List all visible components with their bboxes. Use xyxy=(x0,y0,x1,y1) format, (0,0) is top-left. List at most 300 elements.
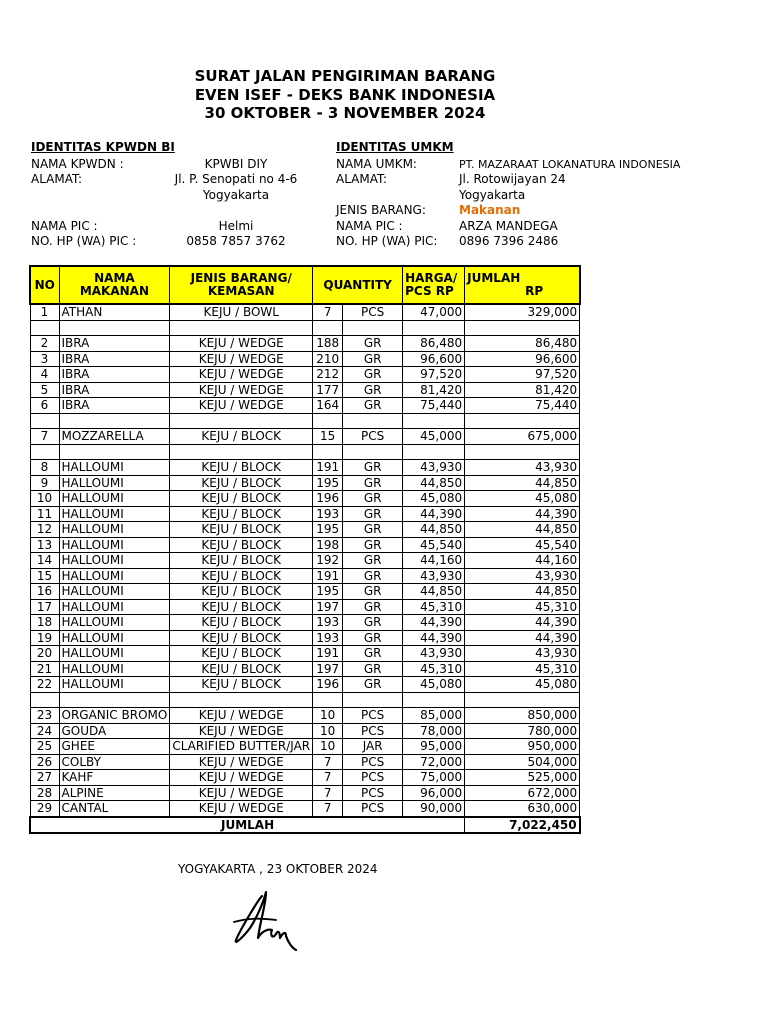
cell-no: 8 xyxy=(30,460,59,476)
cell-unit: PCS xyxy=(343,801,403,817)
blank-cell xyxy=(30,413,59,429)
cell-jumlah: 525,000 xyxy=(465,770,580,786)
blank-cell xyxy=(30,692,59,708)
cell-qty: 198 xyxy=(313,537,343,553)
blank-cell xyxy=(313,444,343,460)
cell-harga: 75,440 xyxy=(403,398,465,414)
umkm-jenis-value: Makanan xyxy=(459,203,521,217)
kpwdn-pic-label: NAMA PIC : xyxy=(31,219,98,233)
kpwdn-nama-label: NAMA KPWDN : xyxy=(31,157,124,171)
cell-unit: GR xyxy=(343,382,403,398)
cell-nama: ATHAN xyxy=(59,304,170,320)
cell-qty: 193 xyxy=(313,630,343,646)
cell-no: 11 xyxy=(30,506,59,522)
table-row xyxy=(30,646,580,662)
blank-cell xyxy=(403,320,465,336)
cell-harga: 78,000 xyxy=(403,723,465,739)
cell-no: 25 xyxy=(30,739,59,755)
table-row xyxy=(30,785,580,801)
cell-jumlah: 850,000 xyxy=(465,708,580,724)
cell-unit: GR xyxy=(343,537,403,553)
cell-qty: 7 xyxy=(313,770,343,786)
cell-jumlah: 45,310 xyxy=(465,599,580,615)
blank-cell xyxy=(170,692,313,708)
cell-qty: 197 xyxy=(313,599,343,615)
kpwdn-alamat-line1: Jl. P. Senopati no 4-6 xyxy=(174,172,298,186)
cell-no: 29 xyxy=(30,801,59,817)
cell-nama: HALLOUMI xyxy=(59,599,170,615)
table-row xyxy=(30,677,580,693)
cell-qty: 192 xyxy=(313,553,343,569)
cell-harga: 44,850 xyxy=(403,584,465,600)
blank-cell xyxy=(465,444,580,460)
cell-nama: GOUDA xyxy=(59,723,170,739)
cell-jenis: KEJU / BLOCK xyxy=(170,553,313,569)
umkm-alamat-line2: Yogyakarta xyxy=(459,188,526,202)
kpwdn-header: IDENTITAS KPWDN BI xyxy=(31,140,175,154)
table-row xyxy=(30,351,580,367)
cell-unit: PCS xyxy=(343,304,403,320)
table-row xyxy=(30,708,580,724)
umkm-jenis-label: JENIS BARANG: xyxy=(336,203,426,217)
cell-harga: 45,310 xyxy=(403,599,465,615)
cell-nama: HALLOUMI xyxy=(59,506,170,522)
table-row xyxy=(30,491,580,507)
cell-harga: 44,390 xyxy=(403,506,465,522)
cell-jumlah: 43,930 xyxy=(465,646,580,662)
cell-unit: PCS xyxy=(343,708,403,724)
table-row xyxy=(30,382,580,398)
table-row xyxy=(30,522,580,538)
cell-unit: GR xyxy=(343,475,403,491)
cell-jumlah: 329,000 xyxy=(465,304,580,320)
table-row xyxy=(30,537,580,553)
cell-jenis: KEJU / BLOCK xyxy=(170,661,313,677)
cell-qty: 191 xyxy=(313,568,343,584)
umkm-hp-value: 0896 7396 2486 xyxy=(459,234,559,248)
blank-cell xyxy=(59,692,170,708)
cell-no: 3 xyxy=(30,351,59,367)
cell-jumlah: 97,520 xyxy=(465,367,580,383)
cell-qty: 210 xyxy=(313,351,343,367)
cell-harga: 44,160 xyxy=(403,553,465,569)
cell-no: 10 xyxy=(30,491,59,507)
place-date: YOGYAKARTA , 23 OKTOBER 2024 xyxy=(178,862,378,876)
cell-jenis: KEJU / BLOCK xyxy=(170,630,313,646)
cell-harga: 96,000 xyxy=(403,785,465,801)
cell-unit: GR xyxy=(343,367,403,383)
cell-no: 22 xyxy=(30,677,59,693)
blank-cell xyxy=(343,692,403,708)
table-row xyxy=(30,398,580,414)
cell-no: 21 xyxy=(30,661,59,677)
cell-jenis: KEJU / WEDGE xyxy=(170,351,313,367)
blank-cell xyxy=(403,444,465,460)
cell-harga: 45,080 xyxy=(403,491,465,507)
cell-no: 24 xyxy=(30,723,59,739)
cell-unit: GR xyxy=(343,568,403,584)
cell-nama: ALPINE xyxy=(59,785,170,801)
cell-nama: HALLOUMI xyxy=(59,646,170,662)
blank-cell xyxy=(403,692,465,708)
cell-jumlah: 44,390 xyxy=(465,615,580,631)
blank-cell xyxy=(343,413,403,429)
cell-harga: 45,000 xyxy=(403,429,465,445)
cell-jumlah: 75,440 xyxy=(465,398,580,414)
umkm-alamat-label: ALAMAT: xyxy=(336,172,388,186)
cell-jumlah: 44,850 xyxy=(465,584,580,600)
cell-jumlah: 86,480 xyxy=(465,336,580,352)
table-header-row xyxy=(30,266,580,304)
cell-jenis: KEJU / BLOCK xyxy=(170,522,313,538)
cell-jumlah: 43,930 xyxy=(465,568,580,584)
cell-jumlah: 45,310 xyxy=(465,661,580,677)
blank-cell xyxy=(30,444,59,460)
header-harga: HARGA/ PCS RP xyxy=(403,266,465,304)
cell-no: 18 xyxy=(30,615,59,631)
cell-harga: 44,390 xyxy=(403,630,465,646)
cell-unit: PCS xyxy=(343,754,403,770)
cell-qty: 195 xyxy=(313,584,343,600)
table-row xyxy=(30,615,580,631)
table-row xyxy=(30,801,580,817)
blank-cell xyxy=(30,320,59,336)
cell-jenis: KEJU / BLOCK xyxy=(170,615,313,631)
cell-jenis: KEJU / BLOCK xyxy=(170,506,313,522)
cell-jenis: KEJU / WEDGE xyxy=(170,708,313,724)
cell-qty: 188 xyxy=(313,336,343,352)
cell-qty: 195 xyxy=(313,522,343,538)
cell-jenis: CLARIFIED BUTTER/JAR xyxy=(170,739,313,755)
blank-cell xyxy=(313,692,343,708)
blank-cell xyxy=(465,320,580,336)
table-row xyxy=(30,553,580,569)
cell-unit: PCS xyxy=(343,429,403,445)
cell-jenis: KEJU / WEDGE xyxy=(170,723,313,739)
cell-nama: HALLOUMI xyxy=(59,630,170,646)
cell-nama: ORGANIC BROMO xyxy=(59,708,170,724)
cell-nama: HALLOUMI xyxy=(59,491,170,507)
kpwdn-hp-label: NO. HP (WA) PIC : xyxy=(31,234,137,248)
cell-jumlah: 45,540 xyxy=(465,537,580,553)
cell-jenis: KEJU / WEDGE xyxy=(170,382,313,398)
cell-no: 2 xyxy=(30,336,59,352)
cell-qty: 197 xyxy=(313,661,343,677)
cell-harga: 43,930 xyxy=(403,460,465,476)
cell-no: 5 xyxy=(30,382,59,398)
cell-nama: HALLOUMI xyxy=(59,537,170,553)
table-row xyxy=(30,599,580,615)
table-row xyxy=(30,739,580,755)
cell-unit: GR xyxy=(343,646,403,662)
cell-qty: 10 xyxy=(313,708,343,724)
blank-cell xyxy=(403,413,465,429)
cell-no: 13 xyxy=(30,537,59,553)
table-row xyxy=(30,630,580,646)
cell-jenis: KEJU / BLOCK xyxy=(170,599,313,615)
cell-unit: GR xyxy=(343,553,403,569)
umkm-pic-label: NAMA PIC : xyxy=(336,219,403,233)
blank-cell xyxy=(59,413,170,429)
cell-jenis: KEJU / BLOCK xyxy=(170,568,313,584)
cell-harga: 43,930 xyxy=(403,646,465,662)
cell-harga: 81,420 xyxy=(403,382,465,398)
cell-nama: HALLOUMI xyxy=(59,584,170,600)
cell-jenis: KEJU / BLOCK xyxy=(170,646,313,662)
title-line-2: EVEN ISEF - DEKS BANK INDONESIA xyxy=(194,85,496,104)
cell-unit: PCS xyxy=(343,770,403,786)
cell-unit: GR xyxy=(343,677,403,693)
cell-qty: 15 xyxy=(313,429,343,445)
cell-qty: 191 xyxy=(313,646,343,662)
cell-nama: IBRA xyxy=(59,367,170,383)
cell-unit: PCS xyxy=(343,785,403,801)
document-title xyxy=(0,67,690,123)
cell-qty: 7 xyxy=(313,304,343,320)
cell-no: 6 xyxy=(30,398,59,414)
cell-no: 14 xyxy=(30,553,59,569)
header-no: NO xyxy=(30,266,59,304)
cell-qty: 10 xyxy=(313,723,343,739)
cell-no: 9 xyxy=(30,475,59,491)
cell-nama: HALLOUMI xyxy=(59,677,170,693)
cell-jenis: KEJU / WEDGE xyxy=(170,336,313,352)
cell-jumlah: 950,000 xyxy=(465,739,580,755)
cell-qty: 196 xyxy=(313,491,343,507)
kpwdn-pic-value: Helmi xyxy=(218,219,254,233)
blank-row xyxy=(30,413,580,429)
cell-jumlah: 44,850 xyxy=(465,475,580,491)
blank-cell xyxy=(170,413,313,429)
cell-jumlah: 672,000 xyxy=(465,785,580,801)
cell-jumlah: 630,000 xyxy=(465,801,580,817)
blank-cell xyxy=(313,413,343,429)
cell-unit: GR xyxy=(343,351,403,367)
header-jumlah: JUMLAH RP xyxy=(465,266,580,304)
blank-cell xyxy=(313,320,343,336)
cell-no: 12 xyxy=(30,522,59,538)
table-row xyxy=(30,723,580,739)
cell-nama: HALLOUMI xyxy=(59,615,170,631)
table-row xyxy=(30,304,580,320)
cell-jenis: KEJU / BLOCK xyxy=(170,491,313,507)
cell-qty: 193 xyxy=(313,506,343,522)
cell-no: 7 xyxy=(30,429,59,445)
cell-unit: GR xyxy=(343,336,403,352)
cell-jenis: KEJU / WEDGE xyxy=(170,801,313,817)
table-row xyxy=(30,770,580,786)
cell-harga: 85,000 xyxy=(403,708,465,724)
title-line-1: SURAT JALAN PENGIRIMAN BARANG xyxy=(194,67,496,85)
cell-qty: 7 xyxy=(313,754,343,770)
cell-unit: GR xyxy=(343,661,403,677)
cell-jenis: KEJU / BLOCK xyxy=(170,537,313,553)
cell-harga: 43,930 xyxy=(403,568,465,584)
cell-harga: 96,600 xyxy=(403,351,465,367)
cell-qty: 195 xyxy=(313,475,343,491)
blank-cell xyxy=(343,444,403,460)
total-value: 7,022,450 xyxy=(465,817,580,834)
cell-qty: 191 xyxy=(313,460,343,476)
title-line-3: 30 OKTOBER - 3 NOVEMBER 2024 xyxy=(204,104,486,122)
cell-nama: IBRA xyxy=(59,398,170,414)
cell-nama: CANTAL xyxy=(59,801,170,817)
blank-row xyxy=(30,692,580,708)
blank-cell xyxy=(59,320,170,336)
cell-unit: GR xyxy=(343,522,403,538)
cell-harga: 75,000 xyxy=(403,770,465,786)
cell-harga: 44,850 xyxy=(403,475,465,491)
cell-jumlah: 44,160 xyxy=(465,553,580,569)
cell-jumlah: 45,080 xyxy=(465,491,580,507)
table-row xyxy=(30,429,580,445)
cell-no: 17 xyxy=(30,599,59,615)
cell-unit: GR xyxy=(343,506,403,522)
cell-no: 4 xyxy=(30,367,59,383)
cell-unit: GR xyxy=(343,599,403,615)
blank-row xyxy=(30,444,580,460)
cell-qty: 177 xyxy=(313,382,343,398)
cell-harga: 44,390 xyxy=(403,615,465,631)
cell-unit: GR xyxy=(343,398,403,414)
signature-image xyxy=(230,878,320,958)
cell-jumlah: 504,000 xyxy=(465,754,580,770)
cell-jenis: KEJU / BOWL xyxy=(170,304,313,320)
kpwdn-hp-value: 0858 7857 3762 xyxy=(186,234,286,248)
umkm-alamat-line1: Jl. Rotowijayan 24 xyxy=(459,172,566,186)
cell-no: 1 xyxy=(30,304,59,320)
table-row xyxy=(30,367,580,383)
cell-harga: 86,480 xyxy=(403,336,465,352)
cell-nama: HALLOUMI xyxy=(59,475,170,491)
cell-nama: HALLOUMI xyxy=(59,568,170,584)
cell-jenis: KEJU / WEDGE xyxy=(170,770,313,786)
cell-jenis: KEJU / WEDGE xyxy=(170,785,313,801)
blank-cell xyxy=(170,444,313,460)
cell-nama: MOZZARELLA xyxy=(59,429,170,445)
cell-nama: COLBY xyxy=(59,754,170,770)
kpwdn-alamat-label: ALAMAT: xyxy=(31,172,83,186)
cell-no: 20 xyxy=(30,646,59,662)
table-row xyxy=(30,584,580,600)
cell-qty: 7 xyxy=(313,801,343,817)
umkm-header: IDENTITAS UMKM xyxy=(336,140,454,154)
cell-harga: 97,520 xyxy=(403,367,465,383)
cell-unit: GR xyxy=(343,460,403,476)
table-row xyxy=(30,506,580,522)
cell-harga: 95,000 xyxy=(403,739,465,755)
blank-cell xyxy=(59,444,170,460)
cell-jumlah: 780,000 xyxy=(465,723,580,739)
cell-jumlah: 43,930 xyxy=(465,460,580,476)
blank-cell xyxy=(343,320,403,336)
cell-unit: GR xyxy=(343,615,403,631)
cell-qty: 164 xyxy=(313,398,343,414)
table-row xyxy=(30,661,580,677)
cell-jenis: KEJU / WEDGE xyxy=(170,398,313,414)
cell-jenis: KEJU / BLOCK xyxy=(170,475,313,491)
cell-qty: 193 xyxy=(313,615,343,631)
cell-jenis: KEJU / BLOCK xyxy=(170,460,313,476)
items-table xyxy=(29,265,581,834)
cell-no: 15 xyxy=(30,568,59,584)
header-quantity: QUANTITY xyxy=(313,266,403,304)
cell-nama: IBRA xyxy=(59,351,170,367)
cell-unit: JAR xyxy=(343,739,403,755)
blank-cell xyxy=(465,692,580,708)
cell-harga: 45,310 xyxy=(403,661,465,677)
total-row xyxy=(30,817,580,834)
cell-no: 16 xyxy=(30,584,59,600)
cell-jenis: KEJU / BLOCK xyxy=(170,677,313,693)
kpwdn-alamat-line2: Yogyakarta xyxy=(202,188,270,202)
cell-nama: HALLOUMI xyxy=(59,553,170,569)
cell-nama: HALLOUMI xyxy=(59,522,170,538)
cell-unit: GR xyxy=(343,584,403,600)
blank-cell xyxy=(170,320,313,336)
cell-harga: 45,080 xyxy=(403,677,465,693)
cell-jumlah: 44,850 xyxy=(465,522,580,538)
cell-jenis: KEJU / WEDGE xyxy=(170,754,313,770)
cell-jumlah: 44,390 xyxy=(465,506,580,522)
cell-unit: GR xyxy=(343,491,403,507)
table-row xyxy=(30,475,580,491)
cell-harga: 44,850 xyxy=(403,522,465,538)
cell-jumlah: 96,600 xyxy=(465,351,580,367)
cell-nama: HALLOUMI xyxy=(59,460,170,476)
cell-unit: PCS xyxy=(343,723,403,739)
cell-jenis: KEJU / WEDGE xyxy=(170,367,313,383)
cell-unit: GR xyxy=(343,630,403,646)
cell-nama: HALLOUMI xyxy=(59,661,170,677)
table-row xyxy=(30,460,580,476)
blank-cell xyxy=(465,413,580,429)
cell-harga: 47,000 xyxy=(403,304,465,320)
cell-no: 27 xyxy=(30,770,59,786)
table-row xyxy=(30,336,580,352)
cell-nama: IBRA xyxy=(59,382,170,398)
umkm-nama-value: PT. MAZARAAT LOKANATURA INDONESIA xyxy=(459,158,681,171)
cell-jumlah: 675,000 xyxy=(465,429,580,445)
cell-no: 28 xyxy=(30,785,59,801)
umkm-pic-value: ARZA MANDEGA xyxy=(459,219,558,233)
table-row xyxy=(30,754,580,770)
cell-harga: 72,000 xyxy=(403,754,465,770)
cell-nama: KAHF xyxy=(59,770,170,786)
cell-harga: 45,540 xyxy=(403,537,465,553)
cell-jenis: KEJU / BLOCK xyxy=(170,584,313,600)
cell-jumlah: 81,420 xyxy=(465,382,580,398)
cell-qty: 7 xyxy=(313,785,343,801)
cell-qty: 10 xyxy=(313,739,343,755)
cell-jumlah: 45,080 xyxy=(465,677,580,693)
cell-nama: IBRA xyxy=(59,336,170,352)
cell-harga: 90,000 xyxy=(403,801,465,817)
cell-no: 19 xyxy=(30,630,59,646)
table-row xyxy=(30,568,580,584)
cell-jumlah: 44,390 xyxy=(465,630,580,646)
umkm-hp-label: NO. HP (WA) PIC: xyxy=(336,234,438,248)
total-label: JUMLAH xyxy=(30,817,465,834)
cell-qty: 196 xyxy=(313,677,343,693)
blank-row xyxy=(30,320,580,336)
kpwdn-nama-value: KPWBI DIY xyxy=(204,157,268,171)
header-nama: NAMA MAKANAN xyxy=(59,266,170,304)
cell-no: 26 xyxy=(30,754,59,770)
cell-no: 23 xyxy=(30,708,59,724)
umkm-nama-label: NAMA UMKM: xyxy=(336,157,417,171)
header-jenis: JENIS BARANG/ KEMASAN xyxy=(170,266,313,304)
